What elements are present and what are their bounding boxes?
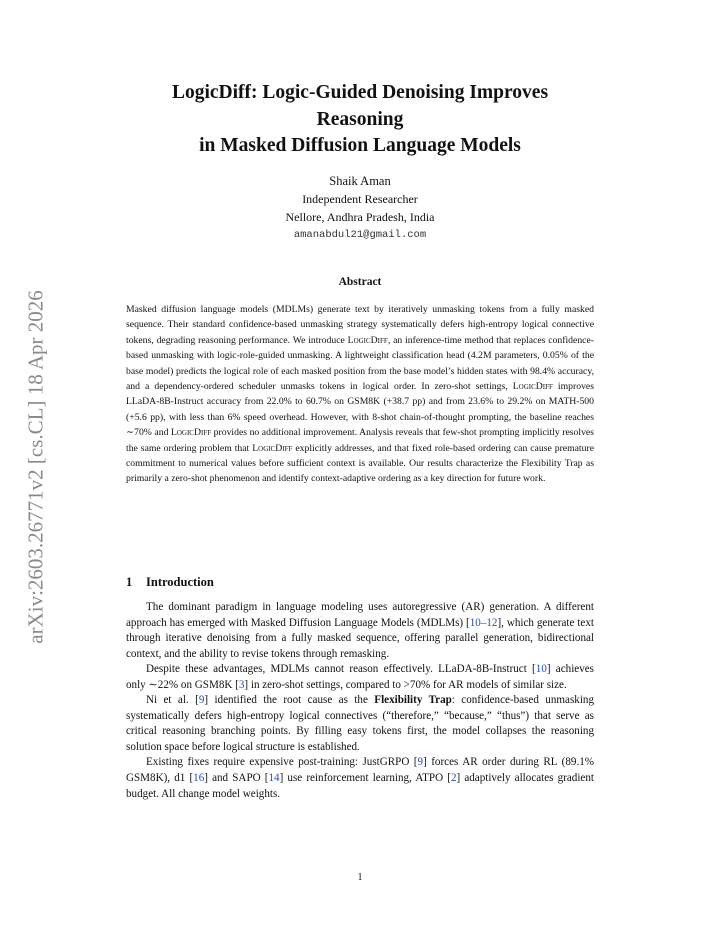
paragraph-text: Existing fixes require expensive post-training: JustGRPO [ [146, 756, 418, 769]
paragraph-text: ] and SAPO [ [204, 772, 269, 785]
paragraph-text: ], which generate text through iterative denoising from a fully masked sequence, offering parallel generation, bidirectional context, and the ability to revise tokens through remasking. [126, 616, 594, 660]
abstract-text: , an inference-time method that replaces confidence-based unmasking with logic-role-guided unmasking. A lightweight classification head (4.2M parameters, 0.05% of the base model) predicts the logical role of each masked position from the base model’s hidden states with 98.4% accuracy, and a dependency-ordered scheduler unmasks tokens in logical order. In zero-shot settings, [126, 334, 594, 393]
paragraph [126, 755, 594, 802]
paper-title [126, 80, 594, 160]
citation-link[interactable]: 10–12 [469, 616, 498, 629]
paragraph-text: ] forces AR order during RL (89.1% GSM8K), d1 [ [126, 756, 594, 785]
paragraph-text: ] use reinforcement learning, ATPO [ [279, 772, 451, 785]
title-line: Reasoning [316, 108, 404, 130]
paragraph-text: ] identified the root cause as the [204, 694, 375, 707]
title-line: in Masked Diffusion Language Models [199, 135, 521, 156]
abstract-body [126, 302, 594, 487]
method-name: LogicDiff [170, 427, 212, 439]
abstract-heading: Abstract [338, 276, 382, 288]
section-title: Introduction [146, 575, 214, 589]
author-affiliation: Independent Researcher [302, 192, 418, 206]
paragraph-text: ] in zero-shot settings, compared to >70% for AR models of similar size. [244, 678, 567, 691]
abstract-text: improves LLaDA-8B-Instruct accuracy from 22.0% to 60.7% on GSM8K (+38.7 pp) and from 23.6% to 29.2% on MATH-500 (+5.6 pp), with less than 6% speed overhead. However, with 8-shot chain-of-thought prompting, the baseline reaches ∼70% and [126, 381, 594, 439]
key-term: Flexibility Trap [374, 694, 452, 707]
section-heading [126, 575, 214, 590]
author-email[interactable]: amanabdul21@gmail.com [293, 229, 427, 241]
citation-link[interactable]: 9 [198, 694, 205, 707]
citation-link[interactable]: 10 [535, 663, 547, 676]
author-name: Shaik Aman [329, 174, 391, 188]
paragraph [126, 662, 594, 693]
method-name: LogicDiff [347, 334, 388, 346]
method-name: LogicDiff [512, 381, 553, 393]
section-number: 1 [126, 575, 133, 589]
title-line: LogicDiff: Logic-Guided Denoising Improves [171, 82, 549, 103]
paragraph-text: ] achieves only ∼22% on GSM8K [ [126, 663, 594, 691]
abstract-text: explicitly addresses, and that fixed role-based ordering can cause premature commitment to numerical values before sufficient context is available. Our results characterize the Flexibility Trap as primarily a zero-shot phenomenon and identify context-adaptive ordering as a key direction for future work. [126, 442, 594, 485]
author-location: Nellore, Andhra Pradesh, India [285, 210, 435, 224]
introduction-body [126, 600, 594, 802]
paragraph [126, 693, 594, 755]
citation-link[interactable]: 2 [450, 772, 457, 785]
citation-link[interactable]: 9 [417, 756, 424, 769]
paragraph-text: ] adaptively allocates gradient budget. All change model weights. [126, 772, 594, 800]
page-number: 1 [357, 872, 363, 883]
abstract-text: Masked diffusion language models (MDLMs) generate text by iteratively unmasking tokens from a fully masked sequence. Their standard confidence-based unmasking strategy systematically defers high-entropy logical connective tokens, degrading reasoning performance. We introduce [126, 304, 594, 346]
citation-link[interactable]: 14 [268, 772, 280, 785]
arxiv-id: arXiv:2603.26771v2 [cs.CL] 18 Apr 2026 [23, 290, 48, 644]
abstract-text: provides no additional improvement. Analysis reveals that few-shot prompting implicitly resolves the same ordering problem that [126, 427, 594, 454]
author-block [126, 172, 594, 244]
citation-link[interactable]: 3 [238, 678, 245, 691]
method-name: LogicDiff [252, 442, 293, 454]
paragraph-text: The dominant paradigm in language modeling uses autoregressive (AR) generation. A different approach has emerged with Masked Diffusion Language Models (MDLMs) [ [126, 601, 594, 629]
paragraph [126, 600, 594, 662]
citation-link[interactable]: 16 [193, 772, 205, 785]
paragraph-text: Ni et al. [ [146, 694, 199, 707]
paragraph-text: : confidence-based unmasking systematically defers high-entropy logical connectives (“therefore,” “because,” “thus”) that serve as critical reasoning branching points. By filling easy tokens first, the model collapses the reasoning solution space before logical structure is established. [126, 694, 594, 753]
paragraph-text: Despite these advantages, MDLMs cannot reason effectively. LLaDA-8B-Instruct [ [146, 663, 536, 676]
